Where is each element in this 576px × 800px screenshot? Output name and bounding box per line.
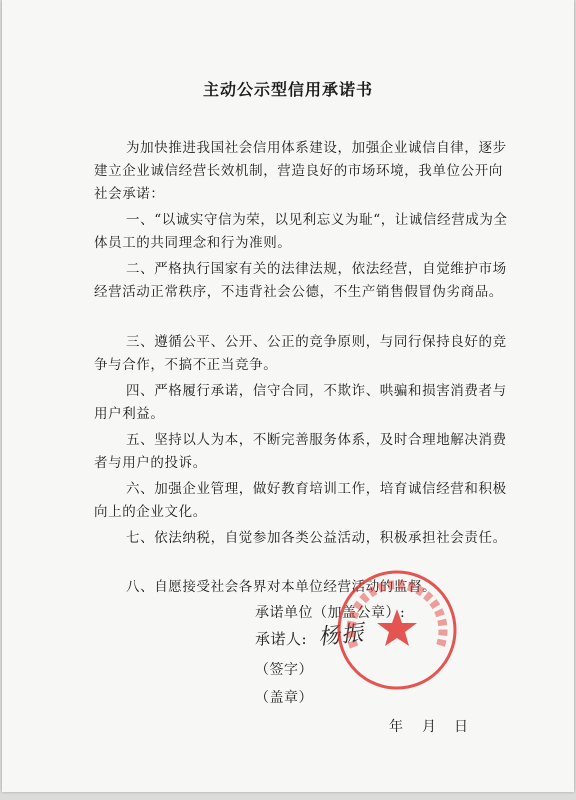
commitment-item-6: 六、加强企业管理，做好教育培训工作，培育诚信经营和积极向上的企业文化。 [94, 481, 507, 520]
date-day: 日 [454, 719, 468, 735]
signing-unit-label: 承诺单位（加盖公章）: [255, 605, 406, 621]
date-year: 年 [389, 719, 403, 735]
commitment-item-1: 一、“以诚实守信为荣，以见利忘义为耻“，让诚信经营成为全体员工的共同理念和行为准则。 [94, 212, 508, 251]
intro-paragraph: 为加快推进我国社会信用体系建设，加强企业诚信自律，逐步建立企业诚信经营长效机制，营造良好的市场环境，我单位公开向社会承诺： [94, 140, 507, 202]
document-title: 主动公示型信用承诺书 [202, 80, 373, 99]
commitment-item-2: 二、严格执行国家有关的法律法规，依法经营，自觉维护市场经营活动正常秩序，不违背社会公德，不生产销售假冒伪劣商品。 [94, 261, 507, 300]
document-page [2, 0, 574, 792]
seal-note: （盖章） [255, 690, 313, 706]
date-month: 月 [422, 719, 436, 735]
company-seal [332, 565, 462, 695]
sign-note: （签字） [255, 662, 313, 678]
commitment-item-7: 七、依法纳税，自觉参加各类公益活动，积极承担社会责任。 [126, 530, 507, 546]
commitment-item-4: 四、严格履行承诺，信守合同，不欺诈、哄骗和损害消费者与用户利益。 [94, 383, 507, 422]
handwritten-signature: 杨振 [317, 620, 366, 651]
commitment-item-3: 三、遵循公平、公开、公正的竞争原则，与同行保持良好的竞争与合作，不搞不正当竞争。 [94, 334, 507, 373]
signatory-label: 承诺人: [255, 630, 308, 648]
commitment-item-5: 五、坚持以人为本，不断完善服务体系，及时合理地解决消费者与用户的投诉。 [94, 432, 507, 471]
commitment-item-8: 八、自愿接受社会各界对本单位经营活动的监督。 [126, 579, 437, 595]
